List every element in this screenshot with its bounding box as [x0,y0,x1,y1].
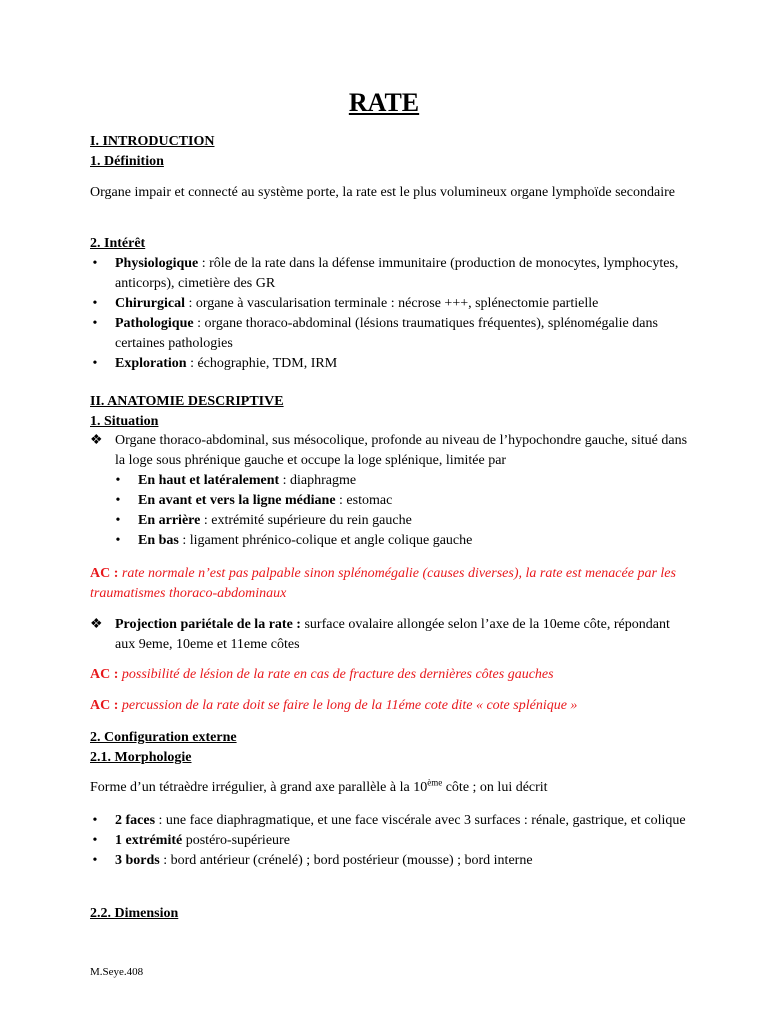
item-text: : estomac [335,493,393,508]
subheading-interet [90,234,690,254]
situation-text: Organe thoraco-abdominal, sus mésocolique, profonde au niveau de l’hypochondre gauche, situé dans la loge sous phrénique gauche et occupe la loge splénique, limitée par [115,433,688,468]
bullet-icon: • [92,833,98,848]
ac-label: AC : [90,698,122,713]
subheading-definition: 1. Définition [90,154,164,169]
item-text: postéro-supérieure [182,833,290,848]
list-item [90,354,690,374]
bullet-icon: • [92,296,98,311]
list-item [90,851,690,871]
diamond-bullet-icon: ❖ [90,617,103,632]
intro-section-header [90,132,690,172]
ac-label: AC : [90,667,122,682]
item-text: : ligament phrénico-colique et angle colique gauche [178,533,473,548]
limits-list [90,471,690,551]
clinical-note-2 [90,665,690,685]
definition-paragraph: Organe impair et connecté au système porte, la rate est le plus volumineux organe lymphoïde secondaire [90,185,675,200]
interet-list [90,254,690,374]
item-text: : extrémité supérieure du rein gauche [200,513,412,528]
bullet-icon: • [92,813,98,828]
list-item [90,615,690,655]
item-text: : organe à vascularisation terminale : nécrose +++, splénectomie partielle [185,296,599,311]
item-label: En bas [138,533,179,548]
bullet-icon: • [92,853,98,868]
morph-superscript: ème [427,777,443,788]
item-text: : rôle de la rate dans la défense immunitaire (production de monocytes, lymphocytes, anticorps), cimetière des GR [115,256,679,291]
morph-text-before: Forme d’un tétraèdre irrégulier, à grand axe parallèle à la 10 [90,780,428,795]
item-label: Projection pariétale de la rate : [115,617,305,632]
anatomie-section-header [90,392,690,432]
item-text: : une face diaphragmatique, et une face viscérale avec 3 surfaces : rénale, gastrique, et colique [155,813,686,828]
item-text: : organe thoraco-abdominal (lésions traumatiques fréquentes), splénomégalie dans certaines pathologies [115,316,658,351]
list-item [90,831,690,851]
item-label: En avant et vers la ligne médiane [138,493,336,508]
bullet-icon: • [115,533,121,548]
section-heading-introduction: I. INTRODUCTION [90,134,215,149]
item-text: : diaphragme [279,473,357,488]
section-heading-anatomie: II. ANATOMIE DESCRIPTIVE [90,394,284,409]
subheading-situation: 1. Situation [90,414,159,429]
projection-list [90,615,690,655]
ac-label: AC : [90,566,122,581]
ac-text: percussion de la rate doit se faire le long de la 11éme cote dite « cote splénique » [121,698,578,713]
page-footer: M.Seye.408 [90,966,144,978]
list-item [90,431,690,471]
item-label: Physiologique [115,256,199,271]
ac-text: possibilité de lésion de la rate en cas de fracture des dernières côtes gauches [121,667,554,682]
bullet-icon: • [115,513,121,528]
item-text: : échographie, TDM, IRM [186,356,338,371]
morphologie-paragraph [90,778,690,798]
diamond-bullet-icon: ❖ [90,433,103,448]
morph-text-after: côte ; on lui décrit [442,780,548,795]
list-item [90,491,690,511]
item-text: : bord antérieur (crénelé) ; bord postérieur (mousse) ; bord interne [159,853,533,868]
list-item [90,254,690,294]
ac-text: rate normale n’est pas palpable sinon splénomégalie (causes diverses), la rate est menacée par les traumatismes thoraco-abdominaux [90,566,676,601]
clinical-note-1 [90,564,690,604]
item-label: Pathologique [115,316,194,331]
list-item [90,471,690,491]
item-label: 3 bords [115,853,160,868]
bullet-icon: • [92,316,98,331]
bullet-icon: • [115,473,121,488]
item-text: surface ovalaire allongée selon l’axe de la 10eme côte, répondant aux 9eme, 10eme et 11eme côtes [115,617,670,652]
item-label: Exploration [115,356,187,371]
subheading-dimension [90,904,690,924]
subheading-configuration: 2. Configuration externe [90,730,237,745]
subheading-morphologie: 2.1. Morphologie [90,750,192,765]
item-label: En haut et latéralement [138,473,280,488]
bullet-icon: • [92,356,98,371]
list-item [90,511,690,531]
item-label: En arrière [138,513,201,528]
configuration-section-header [90,728,690,768]
item-label: Chirurgical [115,296,185,311]
bullet-icon: • [92,256,98,271]
interet-heading-text: 2. Intérêt [90,236,146,251]
clinical-note-3 [90,696,690,716]
dimension-heading-text: 2.2. Dimension [90,906,179,921]
morphologie-list [90,811,690,871]
situation-list [90,431,690,471]
page-title: RATE [348,88,420,117]
item-label: 2 faces [115,813,156,828]
bullet-icon: • [115,493,121,508]
item-label: 1 extrémité [115,833,183,848]
list-item [90,811,690,831]
list-item [90,314,690,354]
list-item [90,294,690,314]
list-item [90,531,690,551]
